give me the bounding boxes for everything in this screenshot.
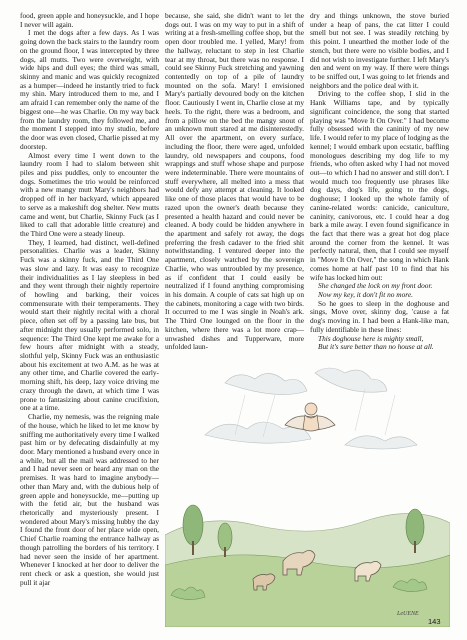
- song-lyric-line: Now my key, it don't fit no more.: [318, 290, 413, 299]
- text-column-1: [20, 12, 159, 587]
- paragraph: Almost every time I went down to the laundry room I had to slalom between shit piles and piss puddles, only to encounter the dogs. Sometimes the trio would be reinforced with a new mangy mutt Mary's neighbors had dropped off in her backyard, which appeared to serve as a makeshift dog shelter. New mutts came and went, but Charlie, Skinny Fuck (as I liked to call that adorable little creature) and the Third One were a steady lineup.: [20, 150, 159, 238]
- paragraph: food, green apple and honeysuckle, and I hope I never will again.: [20, 11, 159, 29]
- paragraph: because, she said, she didn't want to let the dogs out. I was on my way to put in a shift of writing at a fresh-smelling coffee shop, but the open door troubled me. I yelled, Mary! from the hallway, reluctant to step in lest Charlie tear at my throat, but there was no response. I could see Skinny Fuck stretching and yawning contentedly on top of a pile of laundry mounted on the sofa. Mary! I envisioned Mary's partially devoured body on the kitchen floor. Cautiously I went in, Charlie close at my heels. To the right, there was a bedroom, and from a pillow on the bed the mangy snout of an unknown mutt stared at me disinterestedly. All over the apartment, on every surface, including the floor, there were aged, unfolded laundry, old newspapers and coupons, food wrappings and stuff whose shape and purpose were indeterminable. There were mountains of stuff everywhere, all melted into a mess that would defy any attempt at cleaning. It looked like one of those places that would have to be razed upon the owner's death because they presented a health hazard and could never be cleaned. A body could be hidden anywhere in the apartment and safely rot away, the dogs preferring the fresh cadaver to the fried shit notwithstanding. I ventured deeper into the apartment, closely watched by the sovereign Charlie, who was untroubled by my presence, as if confident that I could easily be neutralized if I found anything compromising in his domain. A couple of cats sat high up on the cabinets, monitoring a cage with two birds. It occurred to me I was single in Noah's ark. The Third One lounged on the floor in the kitchen, where there was a lot more crap—unwashed dishes and Tupperware, more unfolded laun-: [165, 11, 304, 352]
- song-lyric-line: She changed the lock on my front door.: [318, 281, 433, 291]
- paragraph: dry and things unknown, the stove buried under a heap of pans, the cat litter I could smell but not see. I was steadily retching by this point. I unearthed the mother lode of the stench, but there were no visible bodies, and I did not wish to investigate further. I left Mary's den and went on my way. If there were things to be sniffed out, I was going to let friends and neighbors and the police deal with it.: [310, 11, 449, 90]
- page-number: 143: [428, 617, 441, 626]
- paragraph: Driving to the coffee shop, I slid in the Hank Williams tape, and by typically significant coincidence, the song that started playing was "Move It On Over." I had become fully obsessed with the caninity of my new life. I would refer to my place of lodging as the kennel; I would embark upon ecstatic, baffling monologues describing my dog life to my friends, who often asked why I had not moved out—to which I had no answer and still don't. I would much too frequently use phrases like dog days, dog's life, going to the dogs, doghouse; I looked up the whole family of canine-related words: canicide, caniculture, caninity, canivorous, etc. I could hear a dog bark a mile away. I even found significance in the fact that there was a great hot dog place around the corner from the kennel. It was perfectly natural, then, that I could see myself in "Move It On Over," the song in which Hank comes home at half past 10 to find that his wife has locked him out:: [310, 89, 449, 282]
- paragraph: Charlie, my nemesis, was the reigning male of the house, which he liked to let me know by sniffing me authoritatively every time I walked past him or by defecating disdainfully at my door. Mary mentioned a husband every once in a while, but all the mail was addressed to her and I had never seen or heard any man on the premises. It was hard to imagine anybody—other than Mary and, with the dubious help of green apple and honeysuckle, me—putting up with the fetid air, but the husband was rhetorically and mysteriously present. I wondered about Mary's missing hubby the day I found the front door of her place wide open, Chief Charlie roaming the entrance hallway as though patrolling the borders of his territory. I had never seen the inside of her apartment. Whenever I knocked at her door to deliver the rent check or ask a question, she would just pull it ajar: [20, 412, 159, 587]
- song-lyric-line: But it's sure better than no house at all.: [318, 342, 434, 352]
- text-column-3: [310, 12, 449, 352]
- paragraph: So he goes to sleep in the doghouse and sings, Move over, skinny dog, 'cause a fat dog's moving in. I had been a Hank-like man, fully identifiable in these lines:: [310, 298, 449, 334]
- artist-signature: LeUENE: [397, 611, 419, 617]
- song-lyric-line: This doghouse here is mighty small,: [318, 333, 424, 343]
- paragraph: They, I learned, had distinct, well-defined personalities. Charlie was a leader, Skinny Fuck was a skinny fuck, and the Third One was slow and lazy. It was easy to recognize their individualities as I lay sleepless in bed and they went through their nightly repertoire of howling and barking, their voices commensurate with their temperaments. They would start their nightly recital with a choral piece, often set off by a passing late bus, but after midnight they usually performed solo, in sequence: The Third One kept me awake for a few hours after midnight with a steady, slothful yelp, Skinny Fuck was an enthusiastic about his excitement at two A.M. as he was at any other time, and Charlie covered the early-morning shift, his deep, lazy voice driving me crazy through the dawn, at which time I was prone to fantasizing about canine crucifixion, one at a time.: [20, 237, 159, 413]
- paragraph: I met the dogs after a few days. As I was going down the back stairs to the laundry room on the ground floor, I was intercepted by three dogs, all mutts. Two were overweight, with wide hips and dull eyes; the third was small, skinny and manic and was quickly recognized as a humper—indeed he instantly tried to fuck my shin. Mary introduced them to me, and I am afraid I can remember only the name of the biggest one—he was Charlie. On my way back from the laundry room, they followed me, and the moment I stepped into my studio, before the door was even closed, Charlie pissed at my doorstep.: [20, 28, 159, 151]
- text-column-2: [165, 12, 304, 352]
- cartoon-illustration: [165, 365, 450, 627]
